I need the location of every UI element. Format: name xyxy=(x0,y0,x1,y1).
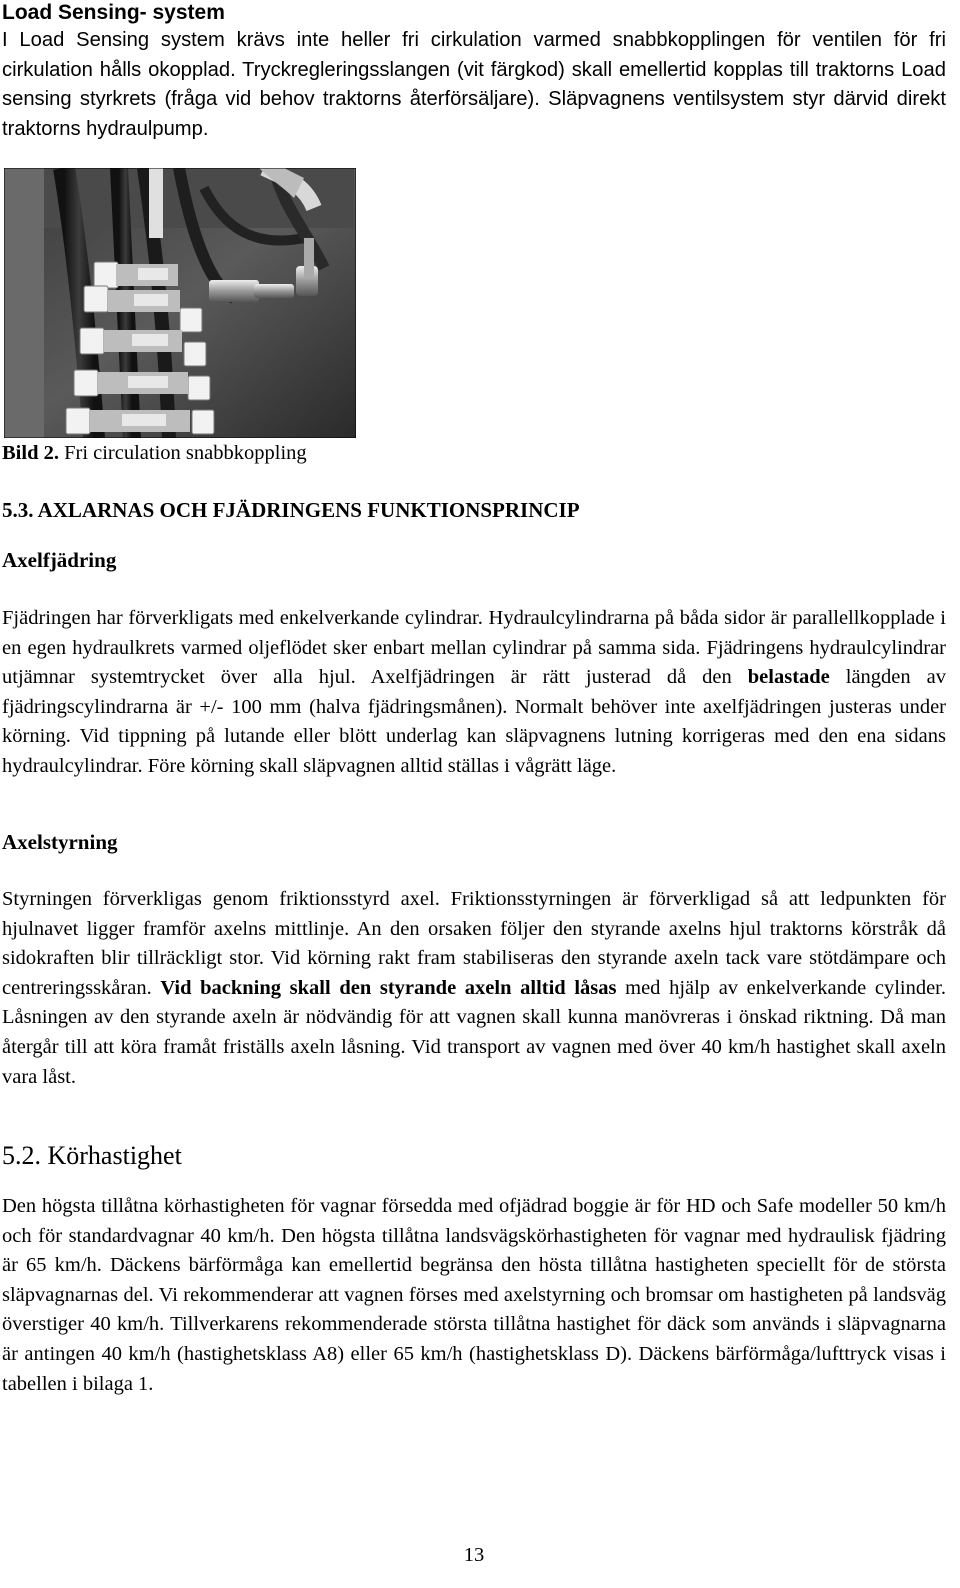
text-run: längden av fjädringscylindrarna är +/- 100 mm (halva fjädringsmånen). Normalt behöver inte axelfjädringen justeras under körning. Vid tippning på lutande eller blött underlag kan släpvagnens lutning korrigeras med den ena sidans hydraulcylindrar. Före körning skall släpvagnen alltid ställas i vågrätt läge. xyxy=(2,666,947,777)
axelfjadring-heading: Axelfjädring xyxy=(2,548,117,572)
figure-caption xyxy=(2,440,307,466)
text-run: Den högsta tillåtna körhastigheten för vagnar försedda med ofjädrad boggie är för HD och Safe modeller 50 km/h och för standardvagnar 40 km/h. Den högsta tillåtna landsvägskörhastigheten för vagnar med hydraulisk fjädring är 65 km/h. Däckens bärförmåga kan emellertid begränsa den hösta tillåtna hastigheten speciellt för de största släpvagnarnas del. Vi rekommenderar att vagnen förses med axelstyrning och bromsar om hastigheten på landsväg överstiger 40 km/h. Tillverkarens rekommenderade största tillåtna hastighet för däck som används i släpvagnarna är antingen 40 km/h (hastighetsklass A8) eller 65 km/h (hastighetsklass D). Däckens bärförmåga/lufttryck visas i tabellen i bilaga 1. xyxy=(2,1195,946,1395)
page-number: 13 xyxy=(463,1544,485,1566)
text-run: I Load Sensing system krävs inte heller fri cirkulation varmed snabbkopplingen för ventilen för fri cirkulation hålls okopplad. Tryckregleringsslangen (vit färgkod) skall emellertid kopplas till traktorns Load sensing styrkrets (fråga vid behov traktorns återförsäljare). Släpvagnens ventilsystem styr därvid direkt traktorns hydraulpump. xyxy=(2,29,946,140)
bold-text-run: belastade xyxy=(747,666,830,689)
load-sensing-heading: Load Sensing- system xyxy=(2,1,225,24)
text-run: Styrningen förverkligas genom friktionsstyrd axel. Friktionsstyrningen är förverkligad så att ledpunkten för hjulnavet ligger framför axelns mittlinje. An den orsaken följer den styrande axelns hjul traktorns körstråk då sidokraften blir tillräckligt stor. Vid körning rakt fram stabiliseras den styrande axeln tack vare stötdämpare och centreringsskåran. xyxy=(2,888,946,999)
load-sensing-paragraph xyxy=(2,26,946,144)
photo-illustration xyxy=(4,168,356,438)
figure-caption-text: Fri circulation snabbkoppling xyxy=(58,442,307,464)
text-run: med hjälp av enkelverkande cylinder. Låsningen av den styrande axeln är nödvändig för att vagnen skall kunna manövreras i önskad riktning. Då man återgår till att köra framåt friställs axeln låsning. Vid transport av vagnen med över 40 km/h hastighet skall axeln vara låst. xyxy=(2,976,947,1088)
section-5-2-heading: 5.2. Körhastighet xyxy=(2,1141,182,1170)
figure-caption-label: Bild 2. xyxy=(2,442,59,464)
axelfjadring-paragraph xyxy=(2,604,946,782)
hydraulic-coupling-photo xyxy=(4,168,356,438)
korhastighet-paragraph xyxy=(2,1192,946,1399)
section-5-3-heading: 5.3. AXLARNAS OCH FJÄDRINGENS FUNKTIONSPRINCIP xyxy=(2,498,580,522)
text-run: Fjädringen har förverkligats med enkelverkande cylindrar. Hydraulcylindrarna på båda sidor är parallellkopplade i en egen hydraulkrets varmed oljeflödet sker enbart mellan cylindrar på samma sida. Fjädringens hydraulcylindrar utjämnar systemtrycket över alla hjul. Axelfjädringen är rätt justerad då den xyxy=(2,607,946,689)
bold-text-run: Vid backning skall den styrande axeln alltid låsas xyxy=(160,976,617,999)
axelstyrning-heading: Axelstyrning xyxy=(2,830,118,854)
axelstyrning-paragraph xyxy=(2,885,946,1092)
